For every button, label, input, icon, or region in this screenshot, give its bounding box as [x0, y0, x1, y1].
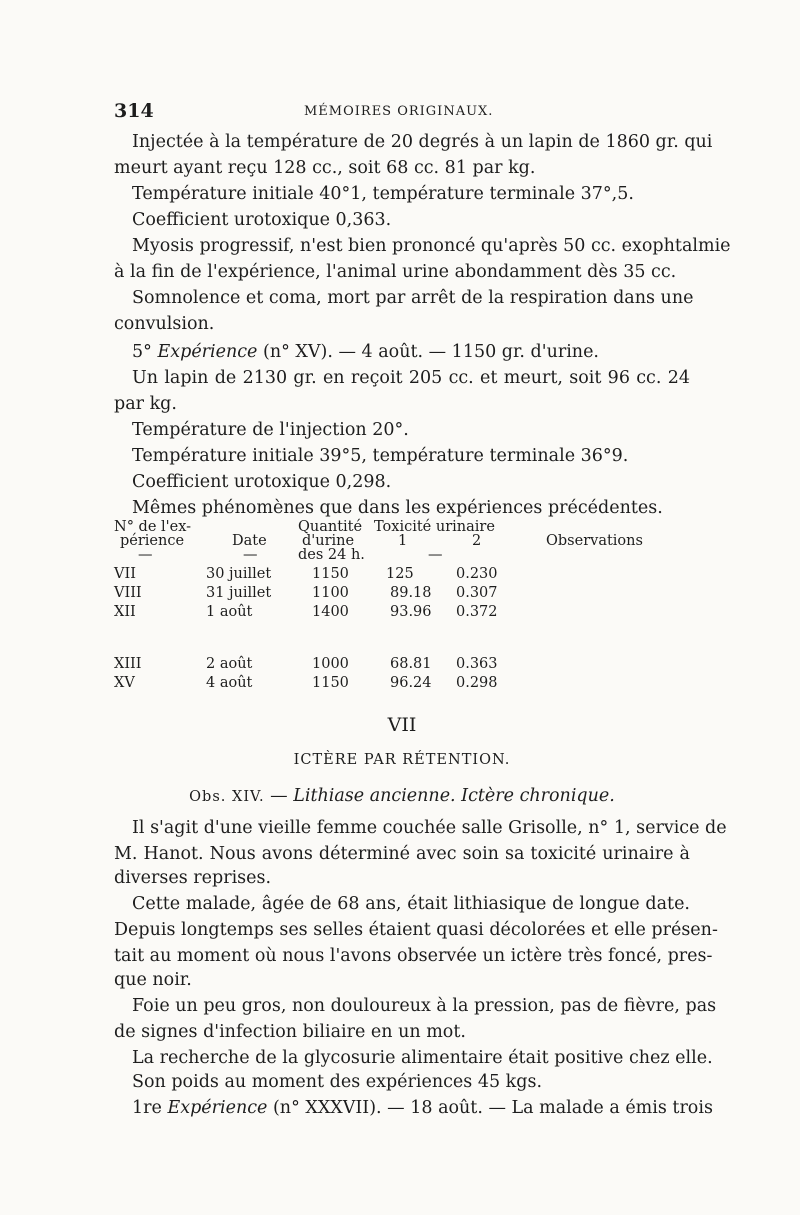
observation-dash: — — [264, 786, 294, 806]
experiment-title: Expérience — [157, 342, 258, 362]
observation-title: Lithiase ancienne. Ictère chronique. — [293, 786, 615, 806]
table-cell-toxicity-2: 0.363 — [456, 656, 498, 672]
table-header-quantity: des 24 h. — [298, 547, 365, 563]
table-cell-experiment: XIII — [114, 656, 142, 672]
text-line: tait au moment où nous l'avons observée un ictère très foncé, pres- — [114, 946, 713, 966]
text-line: convulsion. — [114, 314, 215, 334]
table-cell-toxicity-2: 0.230 — [456, 566, 498, 582]
observation-heading — [114, 786, 690, 806]
text-line: Myosis progressif, n'est bien prononcé qu'après 50 cc. exophtalmie — [132, 236, 731, 256]
text-line: par kg. — [114, 394, 177, 414]
experiment-detail: (n° XV). — 4 août. — 1150 gr. d'urine. — [263, 342, 599, 362]
table-cell-quantity: 1150 — [312, 675, 349, 691]
table-cell-toxicity-1: 125 — [386, 566, 414, 582]
table-header-quantity: Quantité — [298, 519, 363, 535]
table-cell-experiment: XV — [114, 675, 135, 691]
page-number: 314 — [114, 100, 154, 122]
table-cell-experiment: VIII — [114, 585, 142, 601]
text-line: Il s'agit d'une vieille femme couchée salle Grisolle, n° 1, service de — [132, 818, 727, 838]
table-cell-date: 30 juillet — [206, 566, 272, 582]
table-cell-toxicity-2: 0.372 — [456, 604, 498, 620]
experiment-detail: (n° XXXVII). — 18 août. — La malade a émis trois — [272, 1098, 713, 1118]
text-line: Somnolence et coma, mort par arrêt de la respiration dans une — [132, 288, 694, 308]
table-cell-toxicity-1: 93.96 — [390, 604, 432, 620]
text-line: que noir. — [114, 970, 192, 990]
text-line: Un lapin de 2130 gr. en reçoit 205 cc. et meurt, soit 96 cc. 24 — [132, 368, 690, 388]
table-cell-date: 4 août — [206, 675, 253, 691]
text-line: Foie un peu gros, non douloureux à la pression, pas de fièvre, pas — [132, 996, 717, 1016]
text-line: La recherche de la glycosurie alimentaire était positive chez elle. — [132, 1048, 713, 1068]
page-header — [114, 100, 690, 124]
experiment-number: 1re — [132, 1098, 162, 1118]
table-header-toxicity-1: 1 — [398, 533, 408, 549]
experiment-number: 5° — [132, 342, 152, 362]
text-line: meurt ayant reçu 128 cc., soit 68 cc. 81 par kg. — [114, 158, 536, 178]
table-cell-toxicity-1: 96.24 — [390, 675, 432, 691]
experiment-heading — [132, 342, 690, 362]
table-cell-toxicity-1: 68.81 — [390, 656, 432, 672]
table-cell-date: 2 août — [206, 656, 253, 672]
text-line: Température de l'injection 20°. — [132, 420, 409, 440]
table-cell-experiment: XII — [114, 604, 136, 620]
table-header-toxicity: Toxicité urinaire — [374, 519, 495, 535]
experiment-title: Expérience — [167, 1098, 268, 1118]
text-line: M. Hanot. Nous avons déterminé avec soin sa toxicité urinaire à — [114, 844, 690, 864]
text-line: Coefficient urotoxique 0,363. — [132, 210, 392, 230]
text-line: Cette malade, âgée de 68 ans, était lithiasique de longue date. — [132, 894, 690, 914]
table-cell-quantity: 1400 — [312, 604, 349, 620]
table-cell-toxicity-2: 0.307 — [456, 585, 498, 601]
running-title: MÉMOIRES ORIGINAUX. — [304, 104, 494, 119]
table-header-date: Date — [232, 533, 267, 549]
experiment-heading — [132, 1098, 713, 1118]
table-cell-date: 31 juillet — [206, 585, 272, 601]
table-cell-date: 1 août — [206, 604, 253, 620]
section-title: ICTÈRE PAR RÉTENTION. — [293, 752, 511, 768]
section-number: VII — [387, 714, 417, 736]
text-line: à la fin de l'expérience, l'animal urine abondamment dès 35 cc. — [114, 262, 677, 282]
table-header-toxicity-2: 2 — [472, 533, 482, 549]
table-header-observations: Observations — [546, 533, 643, 549]
table-cell-quantity: 1100 — [312, 585, 349, 601]
text-line: Son poids au moment des expériences 45 kgs. — [132, 1072, 543, 1092]
text-line: de signes d'infection biliaire en un mot. — [114, 1022, 466, 1042]
table-cell-toxicity-1: 89.18 — [390, 585, 432, 601]
table-header-experiment: périence — [120, 533, 185, 549]
table-cell-quantity: 1000 — [312, 656, 349, 672]
text-line: Température initiale 40°1, température terminale 37°,5. — [132, 184, 634, 204]
table-header-dash: — — [243, 547, 258, 563]
text-line: Coefficient urotoxique 0,298. — [132, 472, 392, 492]
table-header-experiment: N° de l'ex- — [114, 519, 192, 535]
table-cell-toxicity-2: 0.298 — [456, 675, 498, 691]
text-line: diverses reprises. — [114, 868, 272, 888]
text-line: Depuis longtemps ses selles étaient quasi décolorées et elle présen- — [114, 920, 718, 940]
text-line: Mêmes phénomènes que dans les expériences précédentes. — [132, 498, 663, 518]
text-line: Température initiale 39°5, température terminale 36°9. — [132, 446, 629, 466]
table-header-quantity: d'urine — [302, 533, 355, 549]
observation-label: Obs. XIV. — [189, 789, 265, 805]
table-cell-quantity: 1150 — [312, 566, 349, 582]
table-cell-experiment: VII — [114, 566, 136, 582]
table-header-dash: — — [138, 547, 153, 563]
text-line: Injectée à la température de 20 degrés à un lapin de 1860 gr. qui — [132, 132, 713, 152]
table-header-dash: — — [428, 547, 443, 563]
